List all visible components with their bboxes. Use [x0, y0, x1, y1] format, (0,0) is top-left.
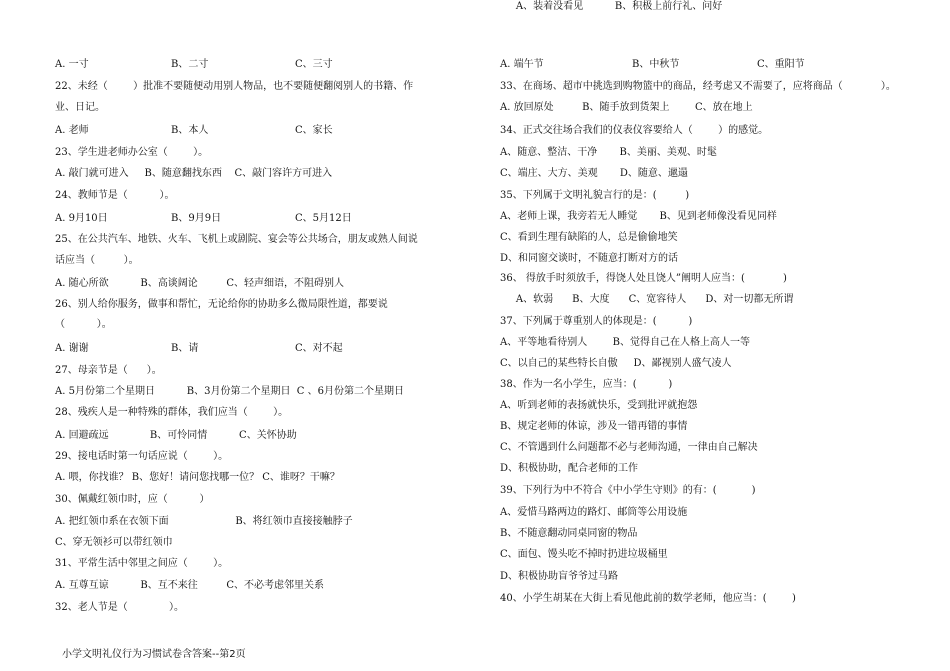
question-line: A. 放回原处 B、随手放到货架上 C、放在地上 [500, 102, 753, 113]
question-line: 22、未经（ ）批准不要随便动用别人物品，也不要随便翻阅别人的书籍、作 [55, 81, 414, 92]
option-text: C、重阳节 [757, 59, 805, 70]
question-line: C、面包、馒头吃不掉时扔进垃圾桶里 [500, 549, 668, 560]
question-line: A. 随心所欲 B、高谈阔论 C、轻声细语，不阻碍别人 [55, 278, 344, 289]
option-text: C、家长 [295, 125, 333, 136]
option-text: C、三寸 [295, 59, 333, 70]
question-line: A. 回避疏远 B、可怜同情 C、关怀协助 [55, 430, 297, 441]
question-line: 35、下列属于文明礼貌言行的是：( ) [500, 190, 690, 201]
option-text: B、本人 [171, 125, 209, 136]
question-line: 28、残疾人是一种特殊的群体，我们应当（ ）。 [55, 407, 289, 418]
question-line: 30、佩戴红领巾时，应（ ） [55, 494, 210, 505]
option-row [55, 124, 465, 138]
option-text: A. 9月10日 [55, 213, 108, 224]
page-footer: 小学文明礼仪行为习惯试卷含答案--第2页 [62, 649, 246, 660]
option-text: A. 一寸 [55, 59, 89, 70]
question-line: A. 互尊互谅 B、互不来往 C、不必考虑邻里关系 [55, 580, 324, 591]
option-text: C、对不起 [295, 343, 343, 354]
option-text: B、9月9日 [171, 213, 222, 224]
question-line: （ ）。 [55, 319, 112, 330]
question-line: 37、下列属于尊重别人的体现是：( ) [500, 316, 693, 327]
question-line: 31、平常生活中邻里之间应（ ）。 [55, 558, 229, 569]
question-line: D、和同窗交谈时，不随意打断对方的话 [500, 253, 679, 264]
option-text: A. 老师 [55, 125, 89, 136]
question-line: 23、学生进老师办公室（ ）。 [55, 147, 209, 158]
question-line: 40、小学生胡某在大街上看见他此前的数学老师，他应当：( ) [500, 593, 796, 604]
question-line: 业、日记。 [55, 102, 105, 113]
question-line: C、不管遇到什么问题都不必与老师沟通，一律由自己解决 [500, 442, 758, 453]
option-text: C、5月12日 [295, 213, 352, 224]
question-line: A. 喂，你找谁？ B、您好！请问您找哪一位？ C、谁呀？干嘛？ [55, 472, 340, 483]
question-line: 27、母亲节是（ ）。 [55, 365, 162, 376]
option-text: A. 端午节 [500, 59, 544, 70]
option-text: B、请 [171, 343, 199, 354]
option-text: A. 谢谢 [55, 343, 89, 354]
question-line: D、积极协助盲爷爷过马路 [500, 571, 619, 582]
question-line: 24、教师节是（ ）。 [55, 190, 175, 201]
option-text: B、中秋节 [632, 59, 680, 70]
question-line: A. 5月份第二个星期日 B、3月份第二个星期日 C 、6月份第二个星期日 [55, 386, 404, 397]
question-line: A、老师上课，我旁若无人睡觉 B、见到老师像没看见同样 [500, 211, 777, 222]
question-line: 话应当（ ）。 [55, 255, 139, 266]
question-line: A、爱惜马路两边的路灯、邮筒等公用设施 [500, 507, 688, 518]
question-line: D、积极协助，配合老师的工作 [500, 463, 639, 474]
question-line: C、端庄、大方、美观 D、随意、邋遢 [500, 168, 688, 179]
question-line: C、以自己的某些特长自傲 D、鄙视别人盛气凌人 [500, 358, 732, 369]
question-line: 26、别人给你服务，做事和帮忙，无论给你的协助多么微局限性道，都要说 [55, 299, 388, 310]
question-line: B、不随意翻动同桌同窗的物品 [500, 528, 638, 539]
question-line: B、规定老师的体谅，涉及一错再错的事情 [500, 421, 688, 432]
question-line: 34、正式交往场合我们的仪表仪容要给人（ ）的感觉。 [500, 125, 769, 136]
option-row [55, 342, 465, 356]
question-line: C、穿无领衫可以带红领巾 [55, 537, 173, 548]
question-line: A、装着没看见 B、积极上前行礼、问好 [500, 1, 723, 12]
question-line: 38、作为一名小学生，应当：( ) [500, 379, 673, 390]
question-line: 39、下列行为中不符合《中小学生守则》的有：( ) [500, 485, 756, 496]
question-line: 33、在商场、超市中挑选到购物篮中的商品，经考虑又不需要了，应将商品（ ）。 [500, 81, 896, 92]
question-line: 32、老人节是（ ）。 [55, 602, 185, 613]
option-row [55, 58, 465, 72]
question-line: A、平等地看待别人 B、觉得自己在人格上高人一等 [500, 337, 750, 348]
question-line: A、随意、整洁、干净 B、美丽、美观、时髦 [500, 147, 717, 158]
option-text: B、二寸 [171, 59, 209, 70]
option-row [55, 212, 465, 226]
question-line: A、软弱 B、大度 C、宽容待人 D、对一切都无所谓 [500, 294, 794, 305]
question-line: A. 敲门就可进入 B、随意翻找东西 C、敲门容许方可进入 [55, 168, 333, 179]
question-line: 25、在公共汽车、地铁、火车、飞机上或剧院、宴会等公共场合，朋友或熟人间说 [55, 234, 418, 245]
option-row [500, 58, 920, 72]
question-line: 29、接电话时第一句话应说（ ）。 [55, 451, 229, 462]
question-line: A、听到老师的表扬就快乐，受到批评就抱怨 [500, 400, 698, 411]
question-line: A. 把红领巾系在衣领下面 B、将红领巾直接接触脖子 [55, 516, 353, 527]
question-line: C、看到生理有缺陷的人，总是偷偷地笑 [500, 232, 678, 243]
question-line: 36、 得放手时须放手，得饶人处且饶人”阐明人应当：( ) [500, 273, 787, 284]
